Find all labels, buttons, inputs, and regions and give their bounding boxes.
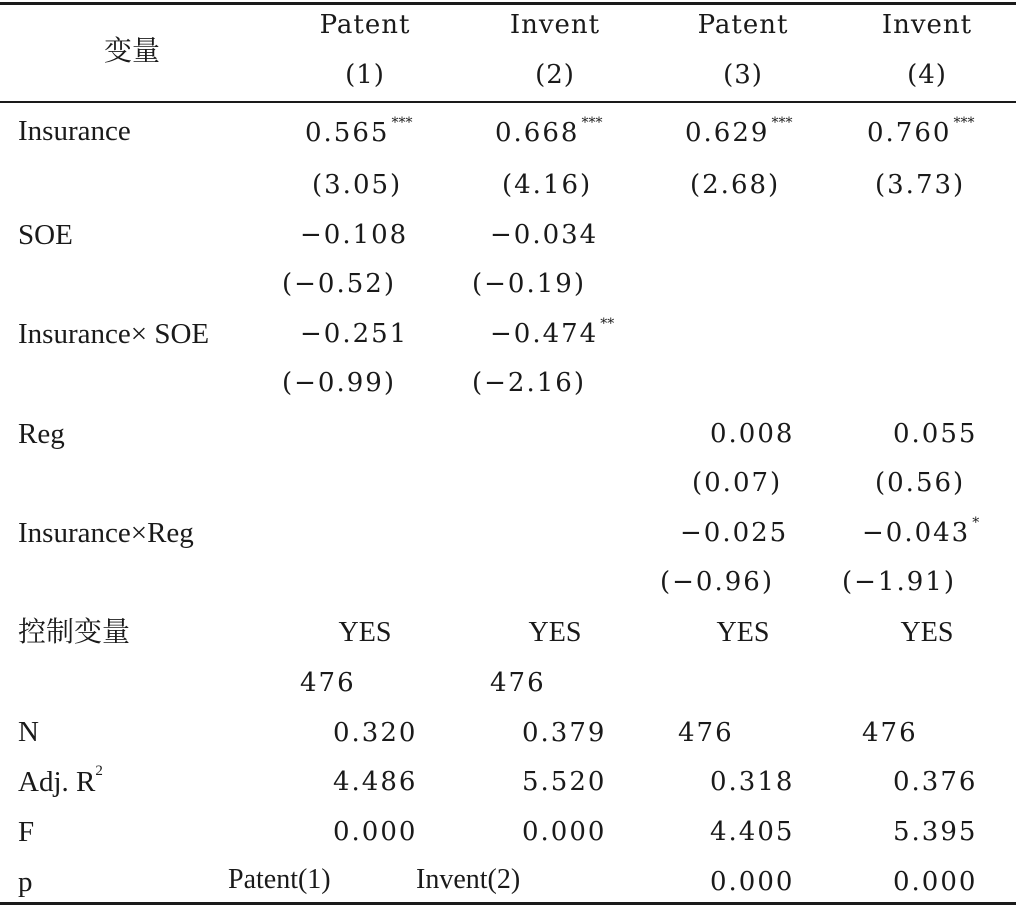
row-label-soe: SOE	[18, 219, 73, 251]
col4-header: Invent	[881, 10, 973, 40]
insurance-col3: 0.629 ***	[685, 115, 793, 148]
f-col3: 4.405	[710, 817, 795, 847]
f-col1: 0.000	[333, 817, 418, 847]
soe-col2: −0.034	[490, 220, 599, 250]
adj-r2-col4: 0.376	[893, 767, 978, 797]
insurance-reg-t-col4: (−1.91)	[842, 567, 956, 597]
n-col3: 476	[678, 718, 734, 748]
f-col2: 0.000	[522, 817, 607, 847]
row-label-adj-r2: Adj. $R^2$	[18, 763, 103, 798]
col4-number: (4)	[907, 60, 947, 90]
col1-header: Patent	[319, 10, 411, 40]
controls-col4: YES	[900, 617, 954, 648]
insurance-col2: 0.668 ***	[495, 115, 603, 148]
header-rule	[0, 101, 1016, 103]
insurance-t-col1: (3.05)	[312, 170, 403, 200]
col2-header: Invent	[509, 10, 601, 40]
row-label-controls: 控制变量	[18, 615, 131, 648]
row-label-insurance-soe: Insurance× SOE	[18, 318, 210, 350]
bottom-rule	[0, 902, 1016, 905]
row-label-p: p	[18, 866, 33, 898]
insurance-col4: 0.760 ***	[867, 115, 975, 148]
adj-r2-col3: 0.318	[710, 767, 795, 797]
reg-t-col4: (0.56)	[875, 468, 966, 498]
controls-col2: YES	[528, 617, 582, 648]
insurance-col1: 0.565 ***	[305, 115, 413, 148]
f-col4: 5.395	[893, 817, 978, 847]
row-label-reg: Reg	[18, 418, 65, 450]
controls-col3: YES	[716, 617, 770, 648]
col1-number: (1)	[345, 60, 385, 90]
p-model2-label: Invent(2)	[416, 864, 521, 895]
n-col1: 0.320	[333, 718, 418, 748]
n-col2: 0.379	[522, 718, 607, 748]
controls-col1: YES	[338, 617, 392, 648]
soe-t-col1: (−0.52)	[282, 269, 396, 299]
soe-t-col2: (−0.19)	[472, 269, 586, 299]
insurance-soe-col1: −0.251	[300, 319, 409, 349]
col2-number: (2)	[535, 60, 575, 90]
insurance-soe-col2: −0.474 **	[490, 316, 615, 349]
reg-t-col3: (0.07)	[692, 468, 783, 498]
col3-header: Patent	[697, 10, 789, 40]
shifted-n-col2: 476	[490, 668, 546, 698]
row-label-insurance: Insurance	[18, 115, 131, 147]
reg-col3: 0.008	[710, 419, 795, 449]
insurance-reg-col4: −0.043 *	[862, 515, 980, 548]
reg-col4: 0.055	[893, 419, 978, 449]
row-label-n: N	[18, 716, 39, 748]
corner-header: 变量	[104, 34, 161, 67]
n-col4: 476	[862, 718, 918, 748]
insurance-soe-t-col1: (−0.99)	[282, 368, 396, 398]
soe-col1: −0.108	[300, 220, 409, 250]
p-model1-label: Patent(1)	[228, 864, 331, 895]
col3-number: (3)	[723, 60, 763, 90]
insurance-reg-t-col3: (−0.96)	[660, 567, 774, 597]
p-col3: 0.000	[710, 867, 795, 897]
row-label-insurance-reg: Insurance×Reg	[18, 517, 194, 549]
insurance-reg-col3: −0.025	[680, 518, 789, 548]
top-rule	[0, 2, 1016, 5]
shifted-n-col1: 476	[300, 668, 356, 698]
insurance-t-col2: (4.16)	[502, 170, 593, 200]
adj-r2-col1: 4.486	[333, 767, 418, 797]
insurance-t-col4: (3.73)	[875, 170, 966, 200]
adj-r2-col2: 5.520	[522, 767, 607, 797]
row-label-f: F	[18, 816, 35, 848]
insurance-t-col3: (2.68)	[690, 170, 781, 200]
insurance-soe-t-col2: (−2.16)	[472, 368, 586, 398]
p-col4: 0.000	[893, 867, 978, 897]
